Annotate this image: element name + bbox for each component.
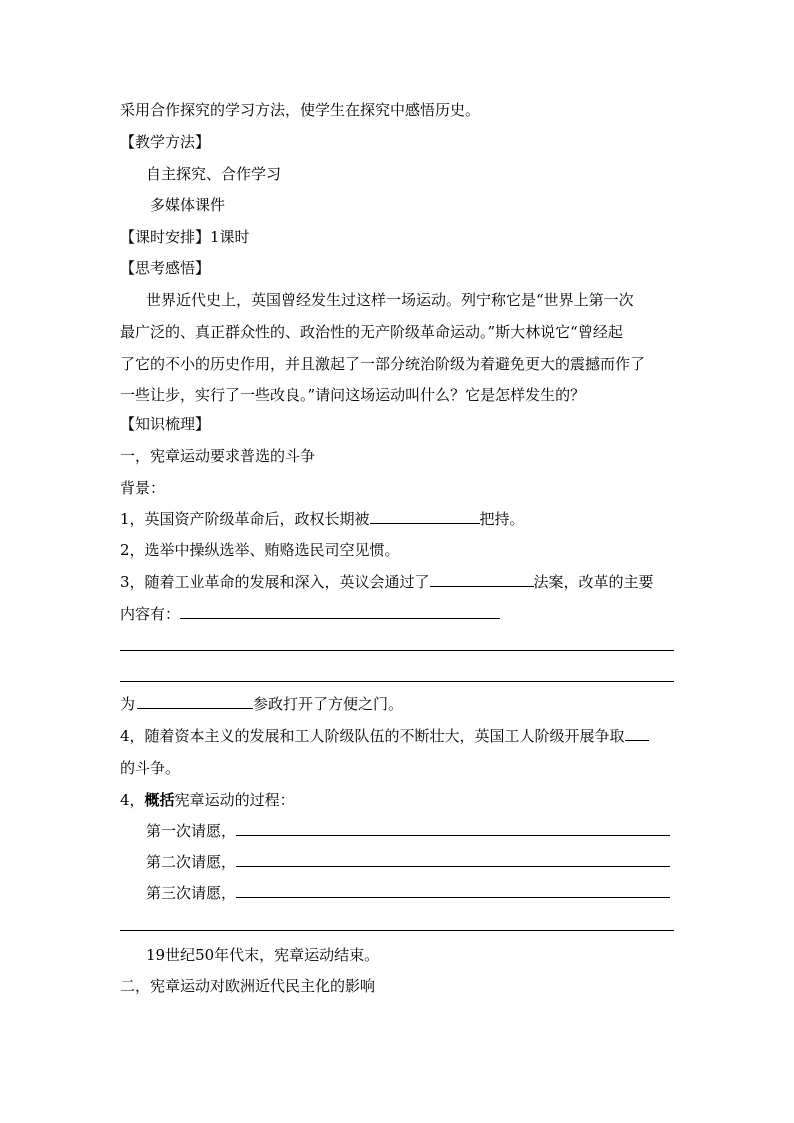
teaching-method-item: 自主探究、合作学习 <box>146 165 282 183</box>
background-label: 背景： <box>120 479 166 497</box>
reflection-paragraph-line: 了它的不小的历史作用，并且激起了一部分统治阶级为着避免更大的震撼而作了 <box>120 355 646 373</box>
schedule-value: 1课时 <box>210 228 250 246</box>
schedule-heading: 【课时安排】 <box>120 228 211 246</box>
petition-line: 第三次请愿， <box>146 883 670 903</box>
item2-line: 2，选举中操纵选举、贿赂选民司空见惯。 <box>120 541 400 559</box>
reflection-paragraph-line: 一些让步，实行了一些改良。”请问这场运动叫什么？它是怎样发生的？ <box>120 386 586 404</box>
fill-blank[interactable] <box>137 694 253 709</box>
reflection-heading: 【思考感悟】 <box>120 259 211 277</box>
teaching-method-heading: 【教学方法】 <box>120 133 211 151</box>
fill-blank[interactable] <box>236 821 670 836</box>
petition-line: 第二次请愿， <box>146 852 670 872</box>
item4-line: 4，随着资本主义的发展和工人阶级队伍的不断壮大，英国工人阶级开展争取 <box>120 726 649 746</box>
intro-text: 采用合作探究的学习方法，使学生在探究中感悟历史。 <box>120 101 481 119</box>
teaching-method-item: 多媒体课件 <box>150 196 226 214</box>
fill-blank[interactable] <box>236 852 670 867</box>
process-line: 4，概括宪章运动的过程： <box>120 791 295 809</box>
end-line: 19世纪50年代末，宪章运动结束。 <box>146 946 380 964</box>
item3-line2: 内容有： <box>120 604 500 624</box>
fill-blank[interactable] <box>625 726 649 741</box>
knowledge-heading: 【知识梳理】 <box>120 415 211 433</box>
reflection-paragraph-line: 世界近代史上，英国曾经发生过这样一场运动。列宁称它是“世界上第一次 <box>146 291 634 309</box>
item3-line3: 为 参政打开了方便之门。 <box>120 695 404 713</box>
section1-title: 一，宪章运动要求普选的斗争 <box>120 447 316 465</box>
reflection-paragraph-line: 最广泛的、真正群众性的、政治性的无产阶级革命运动。”斯大林说它“曾经起 <box>120 323 623 341</box>
fill-blank[interactable] <box>180 604 500 619</box>
item4-line2: 的斗争。 <box>120 759 181 777</box>
item1-line: 1，英国资产阶级革命后，政权长期被 把持。 <box>120 510 525 528</box>
section2-title: 二，宪章运动对欧洲近代民主化的影响 <box>120 977 376 995</box>
answer-rule[interactable] <box>120 650 674 651</box>
fill-blank[interactable] <box>236 883 670 898</box>
fill-blank[interactable] <box>370 509 480 524</box>
answer-rule[interactable] <box>120 681 674 682</box>
schedule-line <box>120 227 250 247</box>
item3-line: 3，随着工业革命的发展和深入，英议会通过了 法案，改革的主要 <box>120 573 654 591</box>
fill-blank[interactable] <box>430 572 534 587</box>
answer-rule[interactable] <box>120 930 674 931</box>
petition-line: 第一次请愿， <box>146 821 670 841</box>
